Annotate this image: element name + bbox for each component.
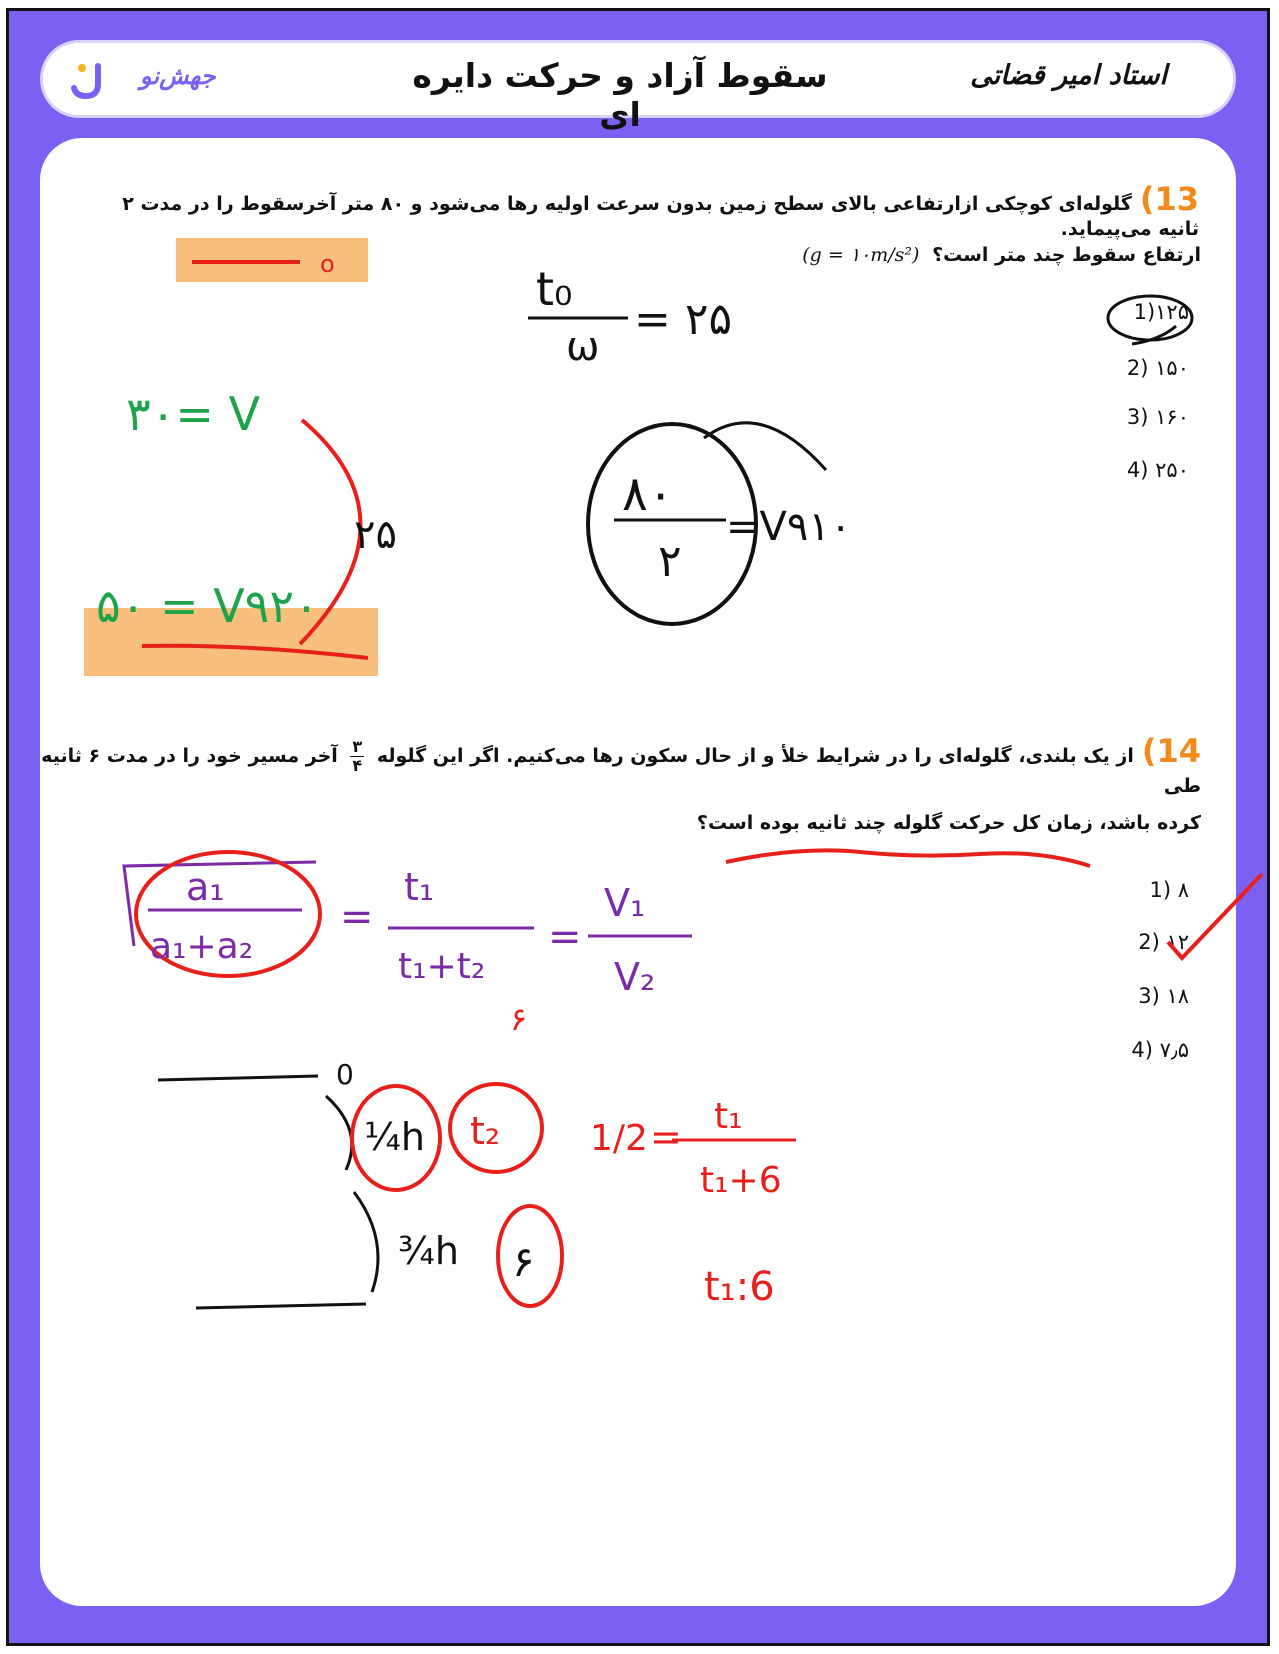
hw-result: t₁:6 bbox=[704, 1264, 775, 1310]
hw-v50: ۵۰ = V۹۲۰ bbox=[96, 579, 319, 633]
q14-fraction-den: ۴ bbox=[352, 756, 363, 775]
q14-option-1[interactable]: ۸ (1 bbox=[1149, 878, 1189, 902]
teacher-name: استاد امیر قضاتی bbox=[970, 60, 1167, 91]
hw-eq25: = ۲۵ bbox=[634, 294, 733, 345]
q14-fraction-num: ۳ bbox=[352, 737, 363, 757]
hw-top-line bbox=[158, 1076, 318, 1080]
hw-eq3: = bbox=[650, 1115, 682, 1159]
q13-red-zero: o bbox=[320, 250, 335, 278]
hw-frac-den: ω bbox=[566, 324, 600, 370]
hw-25: ۲۵ bbox=[354, 512, 397, 558]
q14-wavy-underline bbox=[726, 850, 1090, 866]
hw-v1: V₁ bbox=[604, 881, 646, 925]
hw-6-red: ۶ bbox=[510, 1000, 528, 1038]
q14-option-2[interactable]: ۱۲ (2 bbox=[1138, 930, 1189, 954]
hw-a12: a₁+a₂ bbox=[150, 926, 254, 967]
hw-h3: ¾h bbox=[398, 1229, 459, 1273]
hw-eq1: = bbox=[340, 894, 374, 940]
q14-number: 14) bbox=[1141, 732, 1201, 770]
q13-option-4[interactable]: ۲۵۰ (4 bbox=[1126, 458, 1189, 482]
hw-t1p6: t₁+6 bbox=[700, 1160, 782, 1201]
q13-option-1[interactable]: ۱۲۵(1 bbox=[1133, 300, 1189, 324]
hw-v2: V₂ bbox=[614, 955, 656, 999]
hw-bottom-line bbox=[196, 1304, 366, 1308]
hw-bracket-1 bbox=[326, 1096, 352, 1170]
q13-option-3[interactable]: ۱۶۰ (3 bbox=[1126, 405, 1189, 429]
hw-vt: =V۹۱۰ bbox=[726, 504, 852, 550]
hw-6-black: ۶ bbox=[512, 1237, 535, 1286]
q14-text-2: کرده باشد، زمان کل حرکت گلوله چند ثانیه بوده است؟ bbox=[696, 812, 1201, 834]
q14-text-1a: از یک بلندی، گلوله‌ای را در شرایط خلأ و از حال سکون رها می‌کنیم. اگر این گلوله bbox=[376, 745, 1134, 767]
q14-option-3[interactable]: ۱۸ (3 bbox=[1138, 984, 1189, 1008]
q13-text-1: گلوله‌ای کوچکی ازارتفاعی بالای سطح زمین بدون سرعت اولیه رها می‌شود و ۸۰ متر آخرسقوط را در مدت ۲ ثانیه می‌پیماید. bbox=[122, 193, 1199, 240]
hw-zero: 0 bbox=[336, 1058, 354, 1091]
hw-t2: t₂ bbox=[470, 1109, 501, 1153]
q13-text-2: ارتفاع سقوط چند متر است؟ bbox=[932, 244, 1201, 266]
q13-option-2[interactable]: ۱۵۰ (2 bbox=[1126, 356, 1189, 380]
hw-t1b: t₁ bbox=[714, 1096, 743, 1137]
page-title: سقوط آزاد و حرکت دایره ای bbox=[412, 56, 828, 134]
hw-eq2: = bbox=[548, 914, 582, 960]
q14-text-1b: آخر مسیر خود را در مدت ۶ ثانیه طی bbox=[41, 745, 1201, 797]
hw-h1: ¼h bbox=[364, 1115, 425, 1159]
q13-given: (g = ۱۰m/s²) bbox=[802, 244, 920, 266]
hw-a1: a₁ bbox=[186, 865, 225, 909]
hw-bracket-2 bbox=[354, 1192, 378, 1292]
hw-80: ۸۰ bbox=[622, 466, 674, 522]
q13-number: 13) bbox=[1139, 180, 1199, 218]
q13-answer-circle bbox=[1108, 296, 1192, 340]
brand-name: جهش‌نو bbox=[140, 62, 216, 90]
hw-t1: t₁ bbox=[404, 865, 435, 909]
hw-half: 1/2 bbox=[590, 1118, 648, 1159]
q14-option-4[interactable]: ۷٫۵ (4 bbox=[1131, 1038, 1189, 1062]
hw-t0: t₀ bbox=[536, 262, 573, 316]
hw-v30: ۳۰= V bbox=[126, 387, 261, 441]
q14-checkmark-icon bbox=[1168, 874, 1262, 958]
hw-2: ۲ bbox=[658, 536, 682, 587]
hw-t12: t₁+t₂ bbox=[398, 946, 486, 987]
